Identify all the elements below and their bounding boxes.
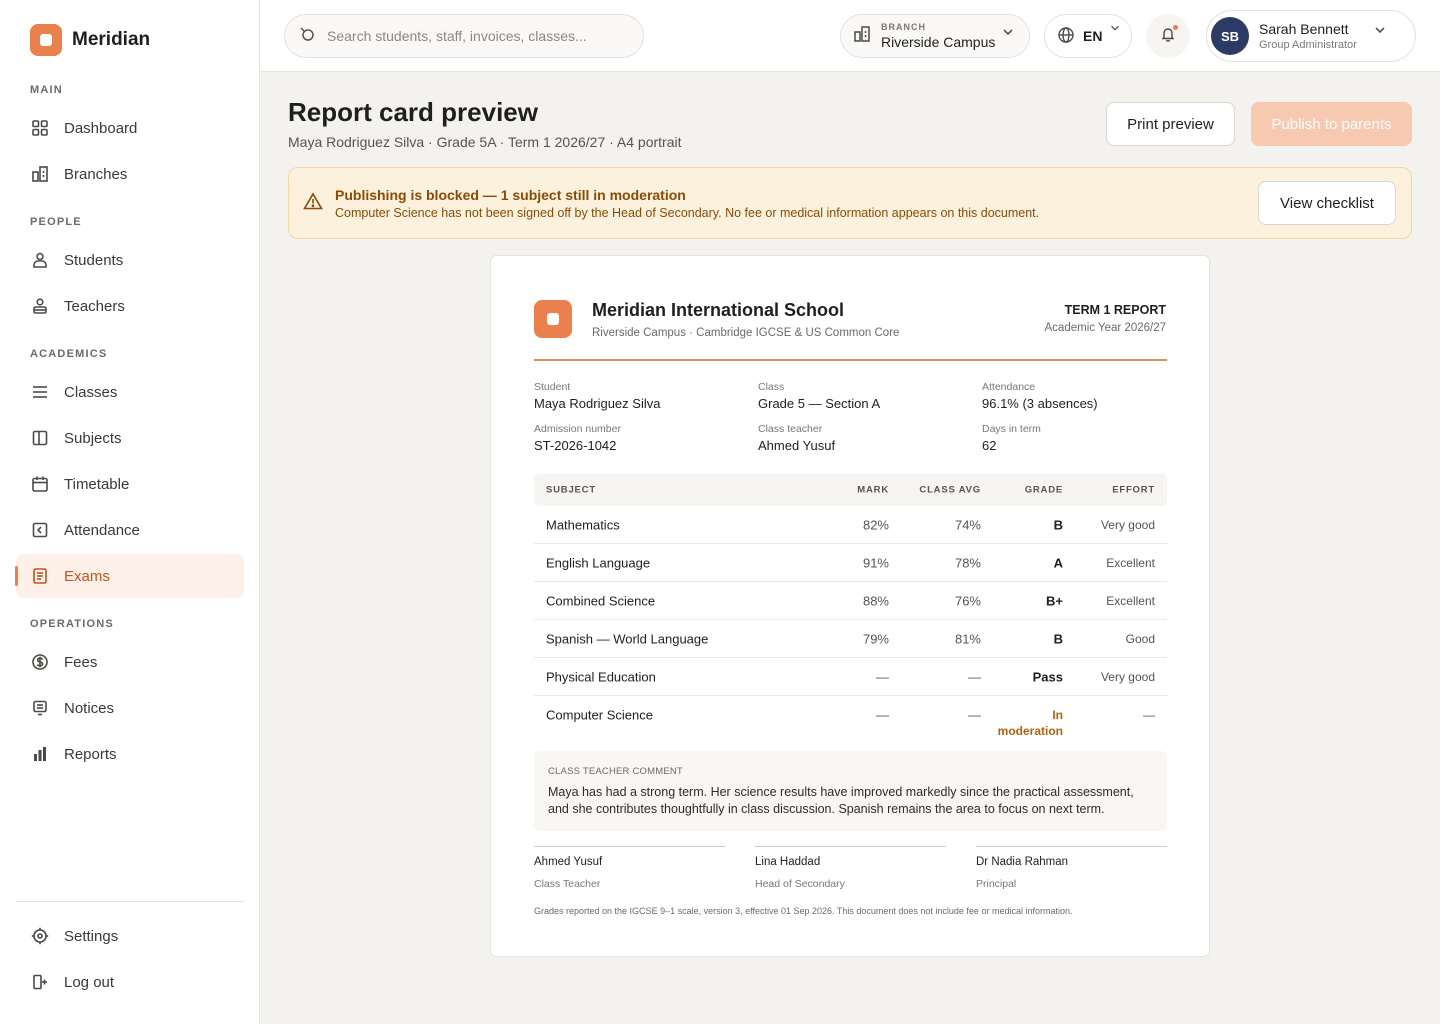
sidebar-item-label: Teachers [64,297,125,315]
alert-body: Computer Science has not been signed off by the Head of Secondary. No fee or medical information appears on this document. [335,206,1040,220]
cell-effort: Very good [1100,669,1155,684]
branch-label: BRANCH [881,22,926,32]
sidebar-divider [16,901,244,902]
cell-effort: — [1143,708,1155,722]
brand[interactable] [30,24,150,56]
list-icon [30,382,50,402]
sidebar-item-label: Reports [64,745,117,763]
sidebar-item-label: Notices [64,699,115,717]
cell-subject: Spanish — World Language [546,631,709,646]
sidebar-item-label: Branches [64,165,128,183]
info-label: Days in term [982,423,1041,435]
cell-effort: Excellent [1106,555,1155,570]
cell-grade-moderation: In moderation [997,708,1063,738]
info-days-in-term [982,423,1041,453]
sidebar-item-students[interactable] [16,238,244,282]
sidebar-item-timetable[interactable] [16,462,244,506]
sidebar-item-label: Exams [64,567,110,585]
info-value: Ahmed Yusuf [758,438,836,453]
cell-effort: Good [1125,631,1155,646]
cell-class-avg: 76% [954,593,981,608]
term-title: TERM 1 REPORT [1064,303,1166,317]
info-attendance [982,381,1098,411]
table-row [534,506,1167,544]
section-academics: ACADEMICS [30,348,108,360]
cell-mark: — [876,669,889,684]
section-people: PEOPLE [30,216,82,228]
sidebar-item-reports[interactable] [16,732,244,776]
building-icon [30,164,50,184]
sidebar-item-label: Classes [64,383,118,401]
print-preview-button[interactable]: Print preview [1106,102,1235,146]
comment-text: Maya has had a strong term. Her science results have improved markedly since the practical assessment, and she contributes thoughtfully in class discussion. Spanish remains the area to focus on next term. [548,785,1134,816]
table-row [534,582,1167,620]
topbar [260,0,1440,72]
warning-icon [303,192,323,215]
search-icon [299,26,315,47]
table-header [534,474,1167,506]
header-divider [534,359,1167,361]
chevron-down-icon [1373,23,1387,42]
cell-class-avg: 78% [954,555,981,570]
header-subject: SUBJECT [546,484,596,496]
signature-role: Class Teacher [534,878,601,890]
info-label: Class teacher [758,423,823,435]
bar-chart-icon [30,744,50,764]
chevron-down-icon [1109,21,1121,37]
signature-head-of-secondary [755,846,946,890]
grid-icon [30,118,50,138]
branch-value: Riverside Campus [881,34,996,50]
signature-class-teacher [534,846,725,890]
cell-subject: Physical Education [546,669,656,684]
info-label: Student [534,381,571,393]
search-box[interactable] [284,14,644,58]
table-row [534,544,1167,582]
cell-effort: Excellent [1106,593,1155,608]
brand-logo [30,24,62,56]
branch-selector[interactable] [840,14,1030,58]
cell-class-avg: — [968,707,981,723]
sidebar-item-label: Dashboard [64,119,138,137]
sidebar-item-teachers[interactable] [16,284,244,328]
chevron-down-icon [1001,25,1015,44]
sidebar-item-logout[interactable] [16,960,244,1004]
cell-grade: Pass [1032,669,1063,684]
cell-grade: B [1053,517,1063,532]
globe-icon [1057,26,1075,47]
avatar: SB [1211,17,1249,55]
sidebar-item-notices[interactable] [16,686,244,730]
cell-subject: Combined Science [546,593,656,608]
cell-class-avg: 74% [954,517,981,532]
teacher-icon [30,296,50,316]
sidebar-item-label: Timetable [64,475,130,493]
info-student [534,381,660,411]
school-name: Meridian International School [592,300,845,320]
page-title: Report card preview [288,97,538,127]
section-operations: OPERATIONS [30,618,114,630]
header-grade: GRADE [1024,484,1063,496]
cell-class-avg: — [968,669,981,684]
table-row [534,658,1167,696]
sidebar-item-exams[interactable] [16,554,244,598]
teacher-comment [534,751,1167,831]
info-value: Grade 5 — Section A [758,396,881,411]
info-label: Attendance [982,381,1036,393]
sidebar-item-label: Settings [64,927,119,945]
school-logo [534,300,572,338]
info-class [758,381,880,411]
cell-grade: B [1053,631,1063,646]
search-input[interactable] [327,28,627,44]
cell-subject: Mathematics [546,517,620,532]
info-label: Admission number [534,423,621,435]
logout-icon [30,972,50,992]
cell-subject: English Language [546,555,651,570]
report-card [490,255,1210,957]
section-main: MAIN [30,84,63,96]
language-value: EN [1083,28,1103,44]
attendance-icon [30,520,50,540]
cell-grade: B+ [1046,593,1063,608]
cell-effort: Very good [1100,517,1155,532]
comment-label: CLASS TEACHER COMMENT [548,766,683,777]
signature-name: Dr Nadia Rahman [976,856,1069,868]
report-footnote: Grades reported on the IGCSE 9–1 scale, version 3, effective 01 Sep 2026. This document does not include fee or medical information. [534,906,1073,916]
page-subtitle: Maya Rodriguez Silva · Grade 5A · Term 1 2026/27 · A4 portrait [288,134,682,150]
cell-mark: 79% [862,631,889,646]
cell-subject: Computer Science [546,707,653,723]
signature-principal [976,846,1167,890]
user-role: Group Administrator [1259,39,1357,51]
notification-dot [1173,25,1178,30]
sidebar-item-label: Log out [64,973,115,991]
calendar-icon [30,474,50,494]
school-subtitle: Riverside Campus · Cambridge IGCSE & US Common Core [592,327,900,339]
signature-name: Ahmed Yusuf [534,856,603,868]
person-icon [30,250,50,270]
signature-name: Lina Haddad [755,856,821,868]
cell-mark: — [876,707,889,723]
info-value: ST-2026-1042 [534,438,617,453]
sidebar-item-label: Attendance [64,521,140,539]
sidebar-item-classes[interactable] [16,370,244,414]
cell-class-avg: 81% [954,631,981,646]
sidebar-item-label: Subjects [64,429,122,447]
table-row [534,696,1167,738]
term-subtitle: Academic Year 2026/27 [1044,322,1166,334]
sidebar-item-attendance[interactable] [16,508,244,552]
sidebar-item-subjects[interactable] [16,416,244,460]
cell-mark: 82% [862,517,889,532]
info-admission [534,423,621,453]
sidebar-item-dashboard[interactable] [16,106,244,150]
signature-role: Principal [976,878,1017,890]
sidebar-item-label: Students [64,251,124,269]
publish-blocked-alert [288,167,1412,239]
user-name: Sarah Bennett [1259,21,1349,37]
header-mark: MARK [857,484,889,496]
book-icon [30,428,50,448]
grades-table [534,474,1167,738]
language-selector[interactable] [1044,14,1132,58]
sidebar-item-fees[interactable] [16,640,244,684]
cell-mark: 91% [862,555,889,570]
alert-title: Publishing is blocked — 1 subject still in moderation [335,187,686,203]
info-value: 96.1% (3 absences) [982,396,1098,411]
info-class-teacher [758,423,835,453]
cell-mark: 88% [862,593,889,608]
user-menu[interactable] [1206,10,1416,62]
sidebar [0,0,260,1024]
gear-icon [30,926,50,946]
building-icon [853,25,871,48]
view-checklist-button[interactable]: View checklist [1258,181,1396,225]
sidebar-item-label: Fees [64,653,98,671]
signature-role: Head of Secondary [755,878,845,890]
info-label: Class [758,381,785,393]
notice-icon [30,698,50,718]
cell-grade: A [1053,555,1063,570]
brand-name: Meridian [72,29,151,50]
info-value: Maya Rodriguez Silva [534,396,661,411]
sidebar-item-branches[interactable] [16,152,244,196]
info-value: 62 [982,438,997,453]
table-row [534,620,1167,658]
sidebar-item-settings[interactable] [16,914,244,958]
notifications-button[interactable] [1146,14,1190,58]
header-class-avg: CLASS AVG [919,484,981,496]
header-effort: EFFORT [1112,484,1155,496]
dollar-icon [30,652,50,672]
document-icon [30,566,50,586]
publish-button[interactable]: Publish to parents [1251,102,1412,146]
